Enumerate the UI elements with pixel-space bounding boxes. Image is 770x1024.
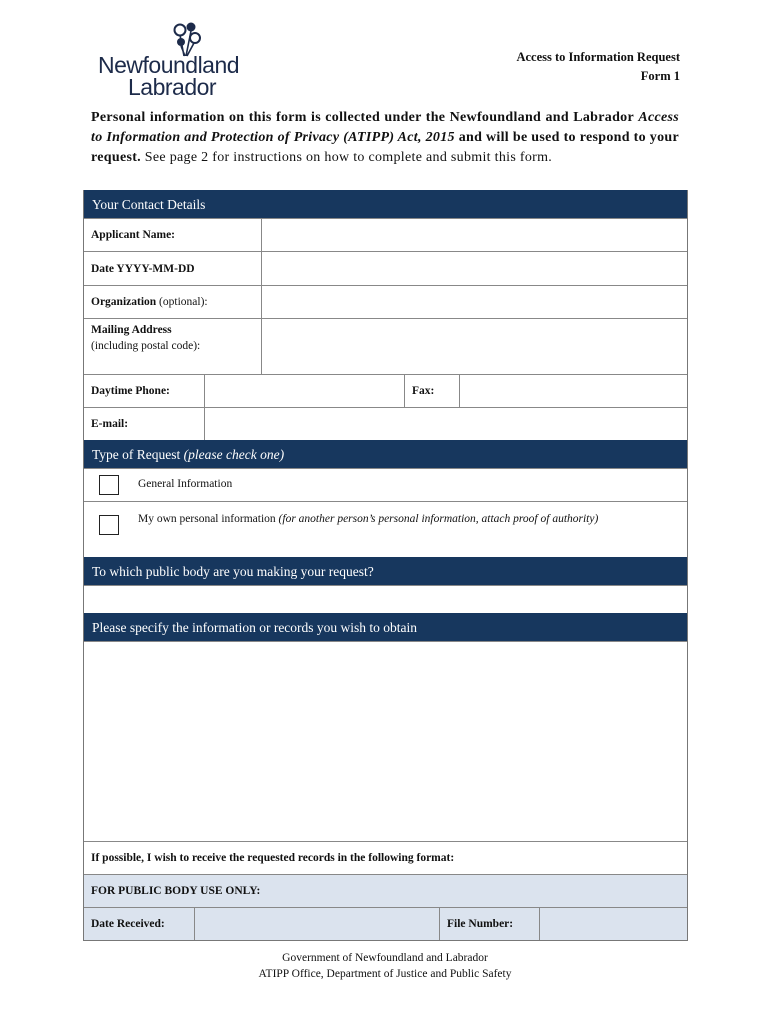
applicant-name-field[interactable] bbox=[261, 219, 687, 251]
mailing-address-note: (including postal code): bbox=[91, 340, 201, 352]
mailing-address-label: Mailing Address bbox=[91, 324, 172, 336]
fax-field[interactable] bbox=[459, 375, 687, 407]
public-body-heading: To which public body are you making your request? bbox=[92, 564, 374, 579]
intro-paragraph bbox=[91, 108, 679, 168]
records-heading: Please specify the information or records you wish to obtain bbox=[92, 620, 418, 635]
row-format bbox=[84, 841, 687, 874]
date-received-field[interactable] bbox=[194, 908, 439, 940]
personal-information-checkbox[interactable] bbox=[99, 515, 119, 535]
form-title: Access to Information Request bbox=[516, 50, 680, 64]
section-header-contact bbox=[84, 190, 687, 218]
page-footer bbox=[0, 950, 770, 982]
section-header-records bbox=[84, 613, 687, 641]
government-logo bbox=[98, 22, 248, 100]
email-label: E-mail: bbox=[91, 418, 129, 430]
form-number: Form 1 bbox=[640, 69, 680, 83]
format-label: If possible, I wish to receive the requested records in the following format: bbox=[91, 852, 455, 864]
row-email bbox=[84, 407, 687, 440]
option-personal-information bbox=[84, 501, 687, 557]
file-number-field[interactable] bbox=[539, 908, 687, 940]
contact-heading: Your Contact Details bbox=[92, 197, 206, 212]
file-number-label: File Number: bbox=[447, 918, 514, 930]
email-field[interactable] bbox=[204, 408, 687, 440]
row-date bbox=[84, 251, 687, 285]
footer-line-2: ATIPP Office, Department of Justice and Public Safety bbox=[258, 968, 512, 980]
intro-bold-2: and will be used to respond to your request. bbox=[91, 130, 679, 165]
row-organization bbox=[84, 285, 687, 318]
option-general-information bbox=[84, 468, 687, 501]
date-received-label: Date Received: bbox=[91, 918, 165, 930]
public-body-field[interactable] bbox=[84, 585, 687, 613]
daytime-phone-field[interactable] bbox=[204, 375, 404, 407]
request-type-note: (please check one) bbox=[183, 447, 285, 462]
form-header bbox=[516, 48, 680, 86]
mailing-address-field[interactable] bbox=[261, 319, 687, 374]
intro-act-name: Access to Information and Protection of Privacy (ATIPP) Act, 2015 bbox=[91, 110, 679, 145]
organization-label: Organization bbox=[91, 296, 157, 308]
records-description-field[interactable] bbox=[84, 641, 687, 841]
organization-field[interactable] bbox=[261, 286, 687, 318]
fax-label: Fax: bbox=[412, 385, 435, 397]
organization-note: (optional): bbox=[159, 296, 208, 308]
row-applicant-name bbox=[84, 218, 687, 251]
personal-information-label: My own personal information bbox=[138, 513, 276, 525]
row-phone-fax bbox=[84, 374, 687, 407]
section-header-request-type bbox=[84, 440, 687, 468]
general-information-checkbox[interactable] bbox=[99, 475, 119, 495]
row-mailing-address bbox=[84, 318, 687, 374]
date-field[interactable] bbox=[261, 252, 687, 285]
request-form bbox=[83, 190, 688, 941]
intro-instructions: See page 2 for instructions on how to complete and submit this form. bbox=[144, 150, 553, 165]
row-office-use bbox=[84, 874, 687, 907]
personal-information-text bbox=[134, 502, 687, 557]
row-date-file bbox=[84, 907, 687, 940]
office-use-heading: FOR PUBLIC BODY USE ONLY: bbox=[91, 885, 261, 897]
date-label: Date YYYY-MM-DD bbox=[91, 262, 195, 275]
applicant-name-label: Applicant Name: bbox=[91, 229, 176, 241]
section-header-public-body bbox=[84, 557, 687, 585]
footer-line-1: Government of Newfoundland and Labrador bbox=[282, 952, 488, 964]
daytime-phone-label: Daytime Phone: bbox=[91, 385, 170, 397]
intro-bold-1: Personal information on this form is collected under the Newfoundland and Labrador bbox=[91, 110, 634, 125]
request-type-heading: Type of Request bbox=[92, 447, 181, 462]
logo-text-newfoundland: Newfoundland bbox=[98, 52, 240, 78]
general-information-label: General Information bbox=[134, 469, 687, 501]
personal-information-note: (for another person’s personal information, attach proof of authority) bbox=[278, 513, 599, 525]
logo-text-labrador: Labrador bbox=[128, 74, 217, 100]
